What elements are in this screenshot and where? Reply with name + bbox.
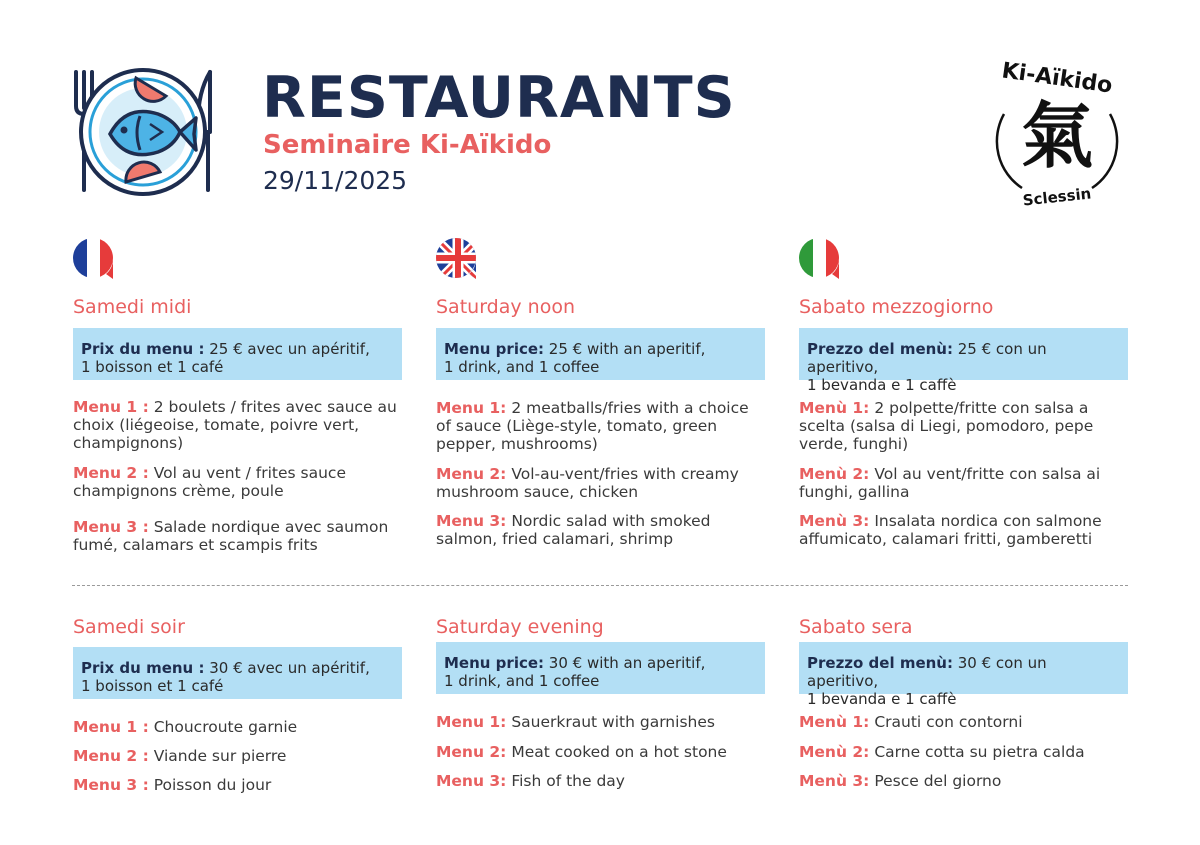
price-line2: 1 drink, and 1 coffee xyxy=(444,358,600,376)
italy-flag-icon xyxy=(798,237,844,283)
menu-item: Menu 2 : Viande sur pierre xyxy=(73,747,287,765)
price-line2: 1 bevanda e 1 caffè xyxy=(807,690,957,708)
price-box-noon xyxy=(799,328,1128,394)
menu-item: Menù 2: Vol au vent/fritte con salsa ai funghi, gallina xyxy=(799,465,1101,501)
price-box-noon xyxy=(73,328,402,380)
price-label: Prezzo del menù: xyxy=(807,654,953,672)
menu-item: Menù 1: 2 polpette/fritte con salsa a scelta (salsa di Liegi, pomodoro, pepe verde, funghi) xyxy=(799,399,1094,453)
price-line2: 1 bevanda e 1 caffè xyxy=(807,376,957,394)
menu-item: Menù 3: Pesce del giorno xyxy=(799,772,1002,790)
section-title-noon: Samedi midi xyxy=(73,296,192,318)
section-title-evening: Samedi soir xyxy=(73,616,185,638)
logo-bottom-text: Sclessin xyxy=(1021,184,1093,210)
section-title-evening: Sabato sera xyxy=(799,616,913,638)
menu-item: Menu 2 : Vol au vent / frites sauce champignons crème, poule xyxy=(73,464,346,500)
price-line1: 25 € with an aperitif, xyxy=(544,340,706,358)
price-box-evening xyxy=(799,642,1128,708)
menu-item: Menu 1: 2 meatballs/fries with a choice of sauce (Liège-style, tomato, green pepper, mushrooms) xyxy=(436,399,749,453)
menu-item: Menù 1: Crauti con contorni xyxy=(799,713,1023,731)
menu-item: Menu 3: Fish of the day xyxy=(436,772,625,790)
logo-top-text: Ki-Aïkido xyxy=(1000,58,1114,99)
menu-item: Menu 1: Sauerkraut with garnishes xyxy=(436,713,715,731)
price-box-evening xyxy=(436,642,765,694)
menu-item: Menu 3 : Salade nordique avec saumon fumé, calamars et scampis frits xyxy=(73,518,389,554)
menu-item: Menu 1 : Choucroute garnie xyxy=(73,718,298,736)
event-date: 29/11/2025 xyxy=(263,166,408,195)
page-subtitle: Seminaire Ki-Aïkido xyxy=(263,130,552,160)
price-label: Prix du menu : xyxy=(81,340,205,358)
price-box-noon xyxy=(436,328,765,380)
menu-item: Menu 1 : 2 boulets / frites avec sauce au choix (liégeoise, tomate, poivre vert, champignons) xyxy=(73,398,397,452)
menu-item: Menu 3 : Poisson du jour xyxy=(73,776,272,794)
logo-kanji: 氣 xyxy=(1020,94,1093,178)
section-divider xyxy=(72,585,1128,586)
france-flag-icon xyxy=(72,237,118,283)
price-line1: 25 € con un aperitivo, xyxy=(807,340,1047,376)
price-box-evening xyxy=(73,647,402,699)
section-title-noon: Saturday noon xyxy=(436,296,575,318)
price-label: Prix du menu : xyxy=(81,659,205,677)
price-label: Menu price: xyxy=(444,340,545,358)
uk-flag-icon xyxy=(435,237,481,283)
price-line1: 30 € con un aperitivo, xyxy=(807,654,1047,690)
ki-aikido-logo xyxy=(982,58,1132,218)
menu-item: Menu 2: Vol-au-vent/fries with creamy mushroom sauce, chicken xyxy=(436,465,739,501)
section-title-evening: Saturday evening xyxy=(436,616,604,638)
price-line1: 30 € with an aperitif, xyxy=(544,654,706,672)
price-line2: 1 boisson et 1 café xyxy=(81,677,224,695)
price-label: Prezzo del menù: xyxy=(807,340,953,358)
price-line1: 30 € avec un apéritif, xyxy=(204,659,370,677)
price-line2: 1 drink, and 1 coffee xyxy=(444,672,600,690)
restaurant-plate-icon xyxy=(70,62,222,202)
menu-item: Menù 2: Carne cotta su pietra calda xyxy=(799,743,1085,761)
menu-item: Menù 3: Insalata nordica con salmone affumicato, calamari fritti, gamberetti xyxy=(799,512,1102,548)
section-title-noon: Sabato mezzogiorno xyxy=(799,296,994,318)
page-title: RESTAURANTS xyxy=(262,65,736,131)
menu-item: Menu 2: Meat cooked on a hot stone xyxy=(436,743,727,761)
price-line1: 25 € avec un apéritif, xyxy=(204,340,370,358)
price-line2: 1 boisson et 1 café xyxy=(81,358,224,376)
menu-item: Menu 3: Nordic salad with smoked salmon, fried calamari, shrimp xyxy=(436,512,711,548)
price-label: Menu price: xyxy=(444,654,545,672)
